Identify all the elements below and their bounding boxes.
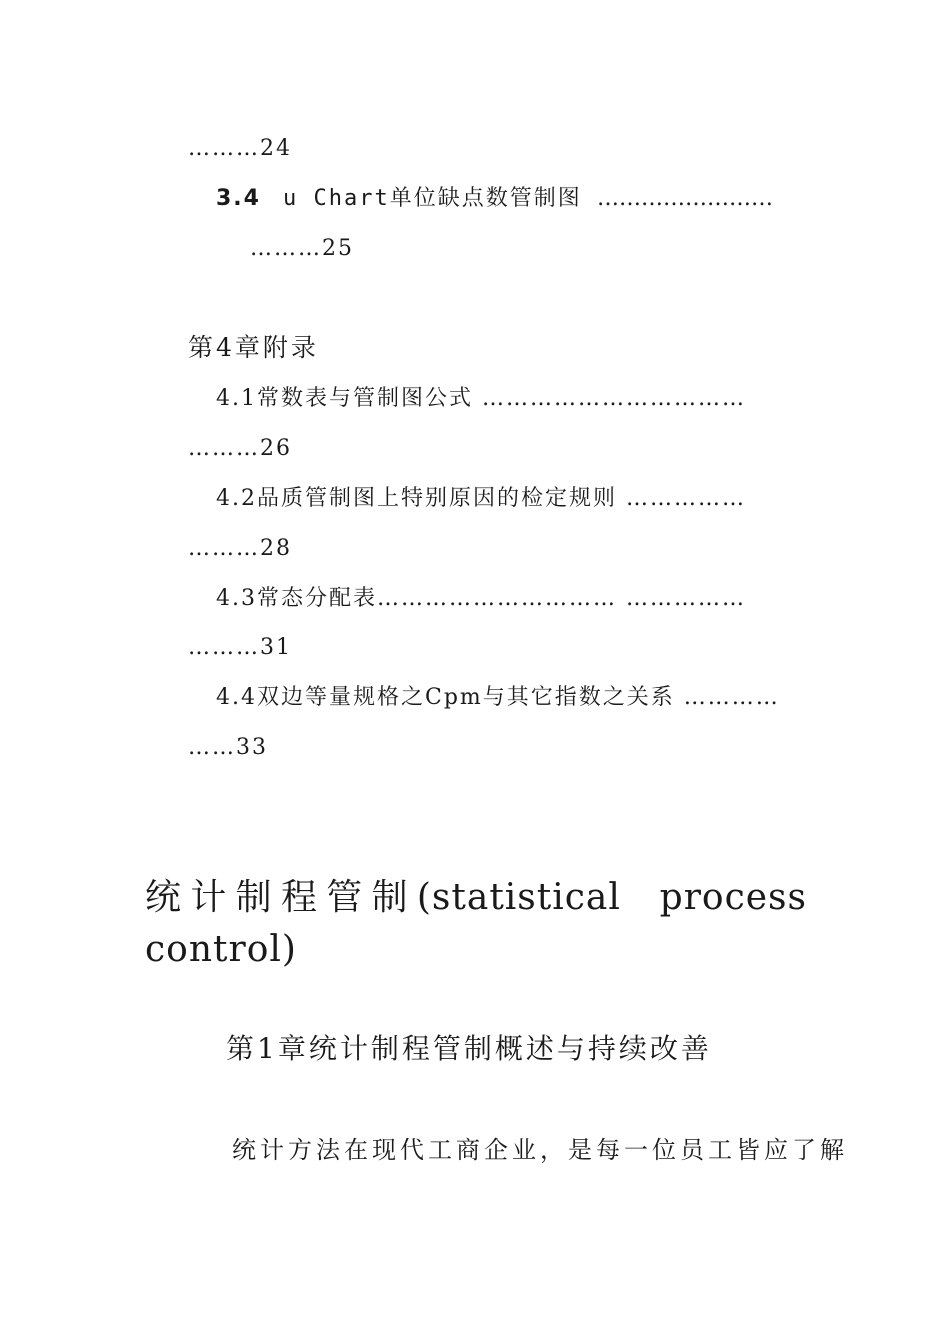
toc-entry-3-4[interactable] [216, 184, 773, 214]
toc-page-ref-33: ……33 [188, 735, 268, 760]
toc-page-ref-28: ………28 [188, 536, 292, 561]
toc-chapter-4[interactable]: 第4章附录 [188, 333, 319, 362]
toc-entry-4-3[interactable]: 4.3常态分配表………………………… …………… [216, 586, 746, 611]
toc-entry-title: u Chart单位缺点数管制图 [282, 186, 597, 211]
toc-page-ref-24: ………24 [188, 136, 292, 161]
toc-page-ref-25: ………25 [250, 236, 354, 261]
toc-page-ref-26: ………26 [188, 436, 292, 461]
document-title: 统计制程管制(statistical process control) [145, 877, 807, 970]
toc-page-ref-31: ………31 [188, 635, 292, 660]
body-paragraph: 统计方法在现代工商企业，是每一位员工皆应了解 [232, 1136, 848, 1164]
toc-entry-4-4[interactable]: 4.4双边等量规格之Cpm与其它指数之关系 ………… [216, 685, 780, 710]
toc-entry-4-2[interactable]: 4.2品质管制图上特别原因的检定规则 …………… [216, 486, 746, 511]
chapter-1-heading: 第1章统计制程管制概述与持续改善 [226, 1032, 712, 1065]
toc-entry-4-1[interactable]: 4.1常数表与管制图公式 …………………………… [216, 386, 746, 411]
toc-entry-number: 3.4 [216, 186, 261, 211]
toc-entry-dots: …………………… [596, 186, 773, 211]
